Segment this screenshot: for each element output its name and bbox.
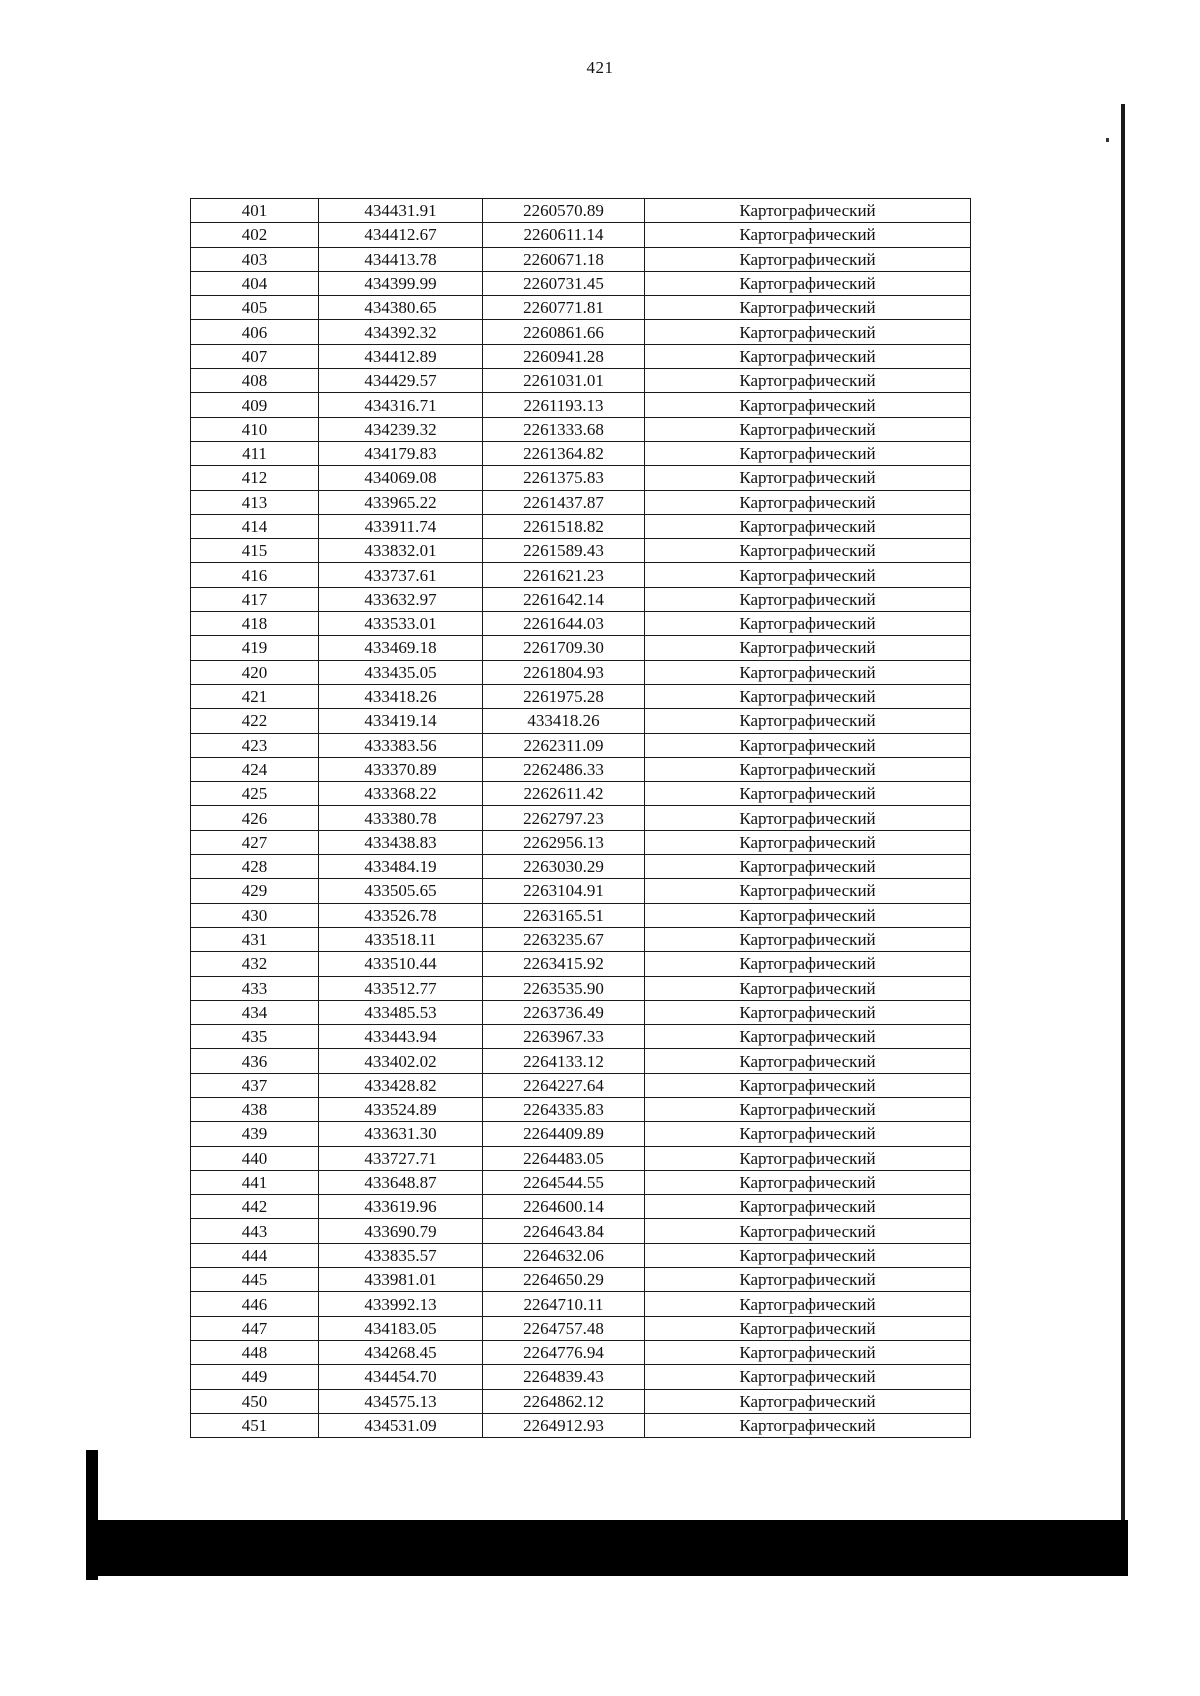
table-row xyxy=(191,539,971,563)
x-coordinate-cell: 434429.57 xyxy=(319,369,483,393)
point-number-cell: 433 xyxy=(191,976,319,1000)
method-cell: Картографический xyxy=(645,757,971,781)
y-coordinate-cell: 2262956.13 xyxy=(483,830,645,854)
y-coordinate-cell: 2264912.93 xyxy=(483,1413,645,1437)
point-number-cell: 422 xyxy=(191,709,319,733)
point-number-cell: 446 xyxy=(191,1292,319,1316)
method-cell: Картографический xyxy=(645,684,971,708)
table-row xyxy=(191,1389,971,1413)
y-coordinate-cell: 2261437.87 xyxy=(483,490,645,514)
x-coordinate-cell: 433443.94 xyxy=(319,1025,483,1049)
table-row xyxy=(191,199,971,223)
x-coordinate-cell: 433512.77 xyxy=(319,976,483,1000)
table-row xyxy=(191,563,971,587)
method-cell: Картографический xyxy=(645,466,971,490)
y-coordinate-cell: 2260861.66 xyxy=(483,320,645,344)
point-number-cell: 427 xyxy=(191,830,319,854)
point-number-cell: 403 xyxy=(191,247,319,271)
method-cell: Картографический xyxy=(645,1340,971,1364)
point-number-cell: 430 xyxy=(191,903,319,927)
y-coordinate-cell: 2260671.18 xyxy=(483,247,645,271)
x-coordinate-cell: 434412.67 xyxy=(319,223,483,247)
coordinates-table xyxy=(190,198,971,1438)
point-number-cell: 415 xyxy=(191,539,319,563)
method-cell: Картографический xyxy=(645,976,971,1000)
method-cell: Картографический xyxy=(645,1049,971,1073)
method-cell: Картографический xyxy=(645,855,971,879)
point-number-cell: 434 xyxy=(191,1000,319,1024)
y-coordinate-cell: 2264643.84 xyxy=(483,1219,645,1243)
point-number-cell: 444 xyxy=(191,1243,319,1267)
table-row xyxy=(191,806,971,830)
point-number-cell: 414 xyxy=(191,514,319,538)
point-number-cell: 418 xyxy=(191,612,319,636)
point-number-cell: 424 xyxy=(191,757,319,781)
x-coordinate-cell: 434413.78 xyxy=(319,247,483,271)
table-row xyxy=(191,296,971,320)
x-coordinate-cell: 434268.45 xyxy=(319,1340,483,1364)
x-coordinate-cell: 433965.22 xyxy=(319,490,483,514)
point-number-cell: 445 xyxy=(191,1268,319,1292)
method-cell: Картографический xyxy=(645,1389,971,1413)
y-coordinate-cell: 2260570.89 xyxy=(483,199,645,223)
point-number-cell: 420 xyxy=(191,660,319,684)
table-row xyxy=(191,660,971,684)
point-number-cell: 429 xyxy=(191,879,319,903)
table-row xyxy=(191,247,971,271)
method-cell: Картографический xyxy=(645,1195,971,1219)
method-cell: Картографический xyxy=(645,806,971,830)
table-row xyxy=(191,1073,971,1097)
point-number-cell: 419 xyxy=(191,636,319,660)
method-cell: Картографический xyxy=(645,320,971,344)
x-coordinate-cell: 433370.89 xyxy=(319,757,483,781)
table-row xyxy=(191,612,971,636)
x-coordinate-cell: 433631.30 xyxy=(319,1122,483,1146)
x-coordinate-cell: 434183.05 xyxy=(319,1316,483,1340)
point-number-cell: 447 xyxy=(191,1316,319,1340)
table-row xyxy=(191,417,971,441)
table-row xyxy=(191,636,971,660)
method-cell: Картографический xyxy=(645,1292,971,1316)
y-coordinate-cell: 2264710.11 xyxy=(483,1292,645,1316)
table-row xyxy=(191,1025,971,1049)
y-coordinate-cell: 2260611.14 xyxy=(483,223,645,247)
x-coordinate-cell: 434380.65 xyxy=(319,296,483,320)
y-coordinate-cell: 2264776.94 xyxy=(483,1340,645,1364)
method-cell: Картографический xyxy=(645,903,971,927)
point-number-cell: 440 xyxy=(191,1146,319,1170)
table-row xyxy=(191,709,971,733)
table-row xyxy=(191,1268,971,1292)
method-cell: Картографический xyxy=(645,247,971,271)
table-row xyxy=(191,1243,971,1267)
y-coordinate-cell: 2264483.05 xyxy=(483,1146,645,1170)
x-coordinate-cell: 433380.78 xyxy=(319,806,483,830)
y-coordinate-cell: 2260731.45 xyxy=(483,271,645,295)
method-cell: Картографический xyxy=(645,660,971,684)
y-coordinate-cell: 2262611.42 xyxy=(483,782,645,806)
y-coordinate-cell: 2264757.48 xyxy=(483,1316,645,1340)
x-coordinate-cell: 433835.57 xyxy=(319,1243,483,1267)
table-row xyxy=(191,393,971,417)
x-coordinate-cell: 433524.89 xyxy=(319,1097,483,1121)
point-number-cell: 417 xyxy=(191,587,319,611)
method-cell: Картографический xyxy=(645,1146,971,1170)
point-number-cell: 437 xyxy=(191,1073,319,1097)
x-coordinate-cell: 434239.32 xyxy=(319,417,483,441)
point-number-cell: 448 xyxy=(191,1340,319,1364)
point-number-cell: 409 xyxy=(191,393,319,417)
x-coordinate-cell: 433911.74 xyxy=(319,514,483,538)
y-coordinate-cell: 2261518.82 xyxy=(483,514,645,538)
method-cell: Картографический xyxy=(645,1170,971,1194)
x-coordinate-cell: 433469.18 xyxy=(319,636,483,660)
x-coordinate-cell: 433737.61 xyxy=(319,563,483,587)
method-cell: Картографический xyxy=(645,514,971,538)
method-cell: Картографический xyxy=(645,1025,971,1049)
point-number-cell: 401 xyxy=(191,199,319,223)
y-coordinate-cell: 2264862.12 xyxy=(483,1389,645,1413)
y-coordinate-cell: 2260941.28 xyxy=(483,344,645,368)
method-cell: Картографический xyxy=(645,1243,971,1267)
method-cell: Картографический xyxy=(645,1365,971,1389)
x-coordinate-cell: 433832.01 xyxy=(319,539,483,563)
y-coordinate-cell: 2261709.30 xyxy=(483,636,645,660)
x-coordinate-cell: 433648.87 xyxy=(319,1170,483,1194)
table-row xyxy=(191,757,971,781)
y-coordinate-cell: 2262486.33 xyxy=(483,757,645,781)
page-number: 421 xyxy=(586,58,614,77)
y-coordinate-cell: 2264600.14 xyxy=(483,1195,645,1219)
method-cell: Картографический xyxy=(645,612,971,636)
point-number-cell: 412 xyxy=(191,466,319,490)
y-coordinate-cell: 2263415.92 xyxy=(483,952,645,976)
y-coordinate-cell: 2264227.64 xyxy=(483,1073,645,1097)
y-coordinate-cell: 2260771.81 xyxy=(483,296,645,320)
x-coordinate-cell: 433383.56 xyxy=(319,733,483,757)
table-row xyxy=(191,1365,971,1389)
x-coordinate-cell: 434316.71 xyxy=(319,393,483,417)
point-number-cell: 402 xyxy=(191,223,319,247)
table-row xyxy=(191,1146,971,1170)
y-coordinate-cell: 2263535.90 xyxy=(483,976,645,1000)
point-number-cell: 416 xyxy=(191,563,319,587)
x-coordinate-cell: 434454.70 xyxy=(319,1365,483,1389)
point-number-cell: 404 xyxy=(191,271,319,295)
method-cell: Картографический xyxy=(645,1316,971,1340)
table-row xyxy=(191,1316,971,1340)
y-coordinate-cell: 2261375.83 xyxy=(483,466,645,490)
y-coordinate-cell: 2261333.68 xyxy=(483,417,645,441)
y-coordinate-cell: 2264839.43 xyxy=(483,1365,645,1389)
x-coordinate-cell: 433368.22 xyxy=(319,782,483,806)
x-coordinate-cell: 433526.78 xyxy=(319,903,483,927)
x-coordinate-cell: 434179.83 xyxy=(319,441,483,465)
method-cell: Картографический xyxy=(645,709,971,733)
x-coordinate-cell: 433438.83 xyxy=(319,830,483,854)
y-coordinate-cell: 2261804.93 xyxy=(483,660,645,684)
table-row xyxy=(191,466,971,490)
method-cell: Картографический xyxy=(645,369,971,393)
scan-bottom-bar xyxy=(86,1520,1128,1576)
point-number-cell: 450 xyxy=(191,1389,319,1413)
x-coordinate-cell: 433518.11 xyxy=(319,927,483,951)
table-row xyxy=(191,490,971,514)
y-coordinate-cell: 2261031.01 xyxy=(483,369,645,393)
table-row xyxy=(191,782,971,806)
point-number-cell: 428 xyxy=(191,855,319,879)
table-row xyxy=(191,952,971,976)
x-coordinate-cell: 434412.89 xyxy=(319,344,483,368)
table-row xyxy=(191,587,971,611)
method-cell: Картографический xyxy=(645,563,971,587)
table-row xyxy=(191,855,971,879)
method-cell: Картографический xyxy=(645,952,971,976)
point-number-cell: 432 xyxy=(191,952,319,976)
coordinates-table-body xyxy=(191,199,971,1438)
method-cell: Картографический xyxy=(645,927,971,951)
table-row xyxy=(191,514,971,538)
y-coordinate-cell: 2264544.55 xyxy=(483,1170,645,1194)
x-coordinate-cell: 433992.13 xyxy=(319,1292,483,1316)
x-coordinate-cell: 433981.01 xyxy=(319,1268,483,1292)
y-coordinate-cell: 2261642.14 xyxy=(483,587,645,611)
y-coordinate-cell: 2264335.83 xyxy=(483,1097,645,1121)
point-number-cell: 413 xyxy=(191,490,319,514)
x-coordinate-cell: 434531.09 xyxy=(319,1413,483,1437)
x-coordinate-cell: 433484.19 xyxy=(319,855,483,879)
scan-speck xyxy=(1106,138,1109,142)
table-row xyxy=(191,320,971,344)
method-cell: Картографический xyxy=(645,1097,971,1121)
method-cell: Картографический xyxy=(645,490,971,514)
y-coordinate-cell: 2261193.13 xyxy=(483,393,645,417)
y-coordinate-cell: 2261975.28 xyxy=(483,684,645,708)
point-number-cell: 407 xyxy=(191,344,319,368)
x-coordinate-cell: 433418.26 xyxy=(319,684,483,708)
method-cell: Картографический xyxy=(645,199,971,223)
point-number-cell: 426 xyxy=(191,806,319,830)
method-cell: Картографический xyxy=(645,1268,971,1292)
method-cell: Картографический xyxy=(645,587,971,611)
method-cell: Картографический xyxy=(645,223,971,247)
table-row xyxy=(191,344,971,368)
table-row xyxy=(191,903,971,927)
method-cell: Картографический xyxy=(645,782,971,806)
x-coordinate-cell: 433727.71 xyxy=(319,1146,483,1170)
point-number-cell: 425 xyxy=(191,782,319,806)
y-coordinate-cell: 2264632.06 xyxy=(483,1243,645,1267)
method-cell: Картографический xyxy=(645,417,971,441)
method-cell: Картографический xyxy=(645,733,971,757)
x-coordinate-cell: 433419.14 xyxy=(319,709,483,733)
x-coordinate-cell: 433402.02 xyxy=(319,1049,483,1073)
y-coordinate-cell: 2262797.23 xyxy=(483,806,645,830)
point-number-cell: 431 xyxy=(191,927,319,951)
point-number-cell: 410 xyxy=(191,417,319,441)
method-cell: Картографический xyxy=(645,441,971,465)
x-coordinate-cell: 433485.53 xyxy=(319,1000,483,1024)
table-row xyxy=(191,1195,971,1219)
scan-right-edge xyxy=(1121,104,1125,1524)
table-row xyxy=(191,1292,971,1316)
point-number-cell: 405 xyxy=(191,296,319,320)
table-row xyxy=(191,441,971,465)
point-number-cell: 442 xyxy=(191,1195,319,1219)
table-row xyxy=(191,1219,971,1243)
x-coordinate-cell: 433428.82 xyxy=(319,1073,483,1097)
point-number-cell: 449 xyxy=(191,1365,319,1389)
y-coordinate-cell: 2263030.29 xyxy=(483,855,645,879)
y-coordinate-cell: 2264133.12 xyxy=(483,1049,645,1073)
table-row xyxy=(191,976,971,1000)
y-coordinate-cell: 2261644.03 xyxy=(483,612,645,636)
y-coordinate-cell: 2263165.51 xyxy=(483,903,645,927)
method-cell: Картографический xyxy=(645,830,971,854)
y-coordinate-cell: 2261589.43 xyxy=(483,539,645,563)
point-number-cell: 408 xyxy=(191,369,319,393)
table-row xyxy=(191,830,971,854)
point-number-cell: 411 xyxy=(191,441,319,465)
y-coordinate-cell: 2263104.91 xyxy=(483,879,645,903)
table-row xyxy=(191,223,971,247)
y-coordinate-cell: 2263736.49 xyxy=(483,1000,645,1024)
x-coordinate-cell: 434575.13 xyxy=(319,1389,483,1413)
y-coordinate-cell: 2262311.09 xyxy=(483,733,645,757)
x-coordinate-cell: 434069.08 xyxy=(319,466,483,490)
y-coordinate-cell: 2263235.67 xyxy=(483,927,645,951)
point-number-cell: 421 xyxy=(191,684,319,708)
method-cell: Картографический xyxy=(645,393,971,417)
y-coordinate-cell: 433418.26 xyxy=(483,709,645,733)
method-cell: Картографический xyxy=(645,271,971,295)
point-number-cell: 406 xyxy=(191,320,319,344)
x-coordinate-cell: 433533.01 xyxy=(319,612,483,636)
point-number-cell: 439 xyxy=(191,1122,319,1146)
x-coordinate-cell: 433619.96 xyxy=(319,1195,483,1219)
point-number-cell: 438 xyxy=(191,1097,319,1121)
method-cell: Картографический xyxy=(645,1219,971,1243)
table-row xyxy=(191,369,971,393)
method-cell: Картографический xyxy=(645,344,971,368)
x-coordinate-cell: 434392.32 xyxy=(319,320,483,344)
table-row xyxy=(191,1049,971,1073)
point-number-cell: 441 xyxy=(191,1170,319,1194)
method-cell: Картографический xyxy=(645,1413,971,1437)
method-cell: Картографический xyxy=(645,879,971,903)
table-row xyxy=(191,1097,971,1121)
point-number-cell: 443 xyxy=(191,1219,319,1243)
table-row xyxy=(191,684,971,708)
method-cell: Картографический xyxy=(645,1073,971,1097)
y-coordinate-cell: 2261364.82 xyxy=(483,441,645,465)
method-cell: Картографический xyxy=(645,296,971,320)
method-cell: Картографический xyxy=(645,539,971,563)
table-row xyxy=(191,1170,971,1194)
table-row xyxy=(191,271,971,295)
point-number-cell: 435 xyxy=(191,1025,319,1049)
x-coordinate-cell: 433690.79 xyxy=(319,1219,483,1243)
table-row xyxy=(191,927,971,951)
table-row xyxy=(191,1340,971,1364)
y-coordinate-cell: 2264650.29 xyxy=(483,1268,645,1292)
point-number-cell: 436 xyxy=(191,1049,319,1073)
x-coordinate-cell: 434431.91 xyxy=(319,199,483,223)
method-cell: Картографический xyxy=(645,636,971,660)
table-row xyxy=(191,733,971,757)
method-cell: Картографический xyxy=(645,1122,971,1146)
x-coordinate-cell: 433505.65 xyxy=(319,879,483,903)
y-coordinate-cell: 2263967.33 xyxy=(483,1025,645,1049)
table-row xyxy=(191,1000,971,1024)
y-coordinate-cell: 2264409.89 xyxy=(483,1122,645,1146)
x-coordinate-cell: 433510.44 xyxy=(319,952,483,976)
x-coordinate-cell: 433632.97 xyxy=(319,587,483,611)
x-coordinate-cell: 434399.99 xyxy=(319,271,483,295)
table-row xyxy=(191,1122,971,1146)
x-coordinate-cell: 433435.05 xyxy=(319,660,483,684)
coordinates-table-container xyxy=(190,198,970,1438)
point-number-cell: 423 xyxy=(191,733,319,757)
method-cell: Картографический xyxy=(645,1000,971,1024)
table-row xyxy=(191,879,971,903)
table-row xyxy=(191,1413,971,1437)
point-number-cell: 451 xyxy=(191,1413,319,1437)
y-coordinate-cell: 2261621.23 xyxy=(483,563,645,587)
